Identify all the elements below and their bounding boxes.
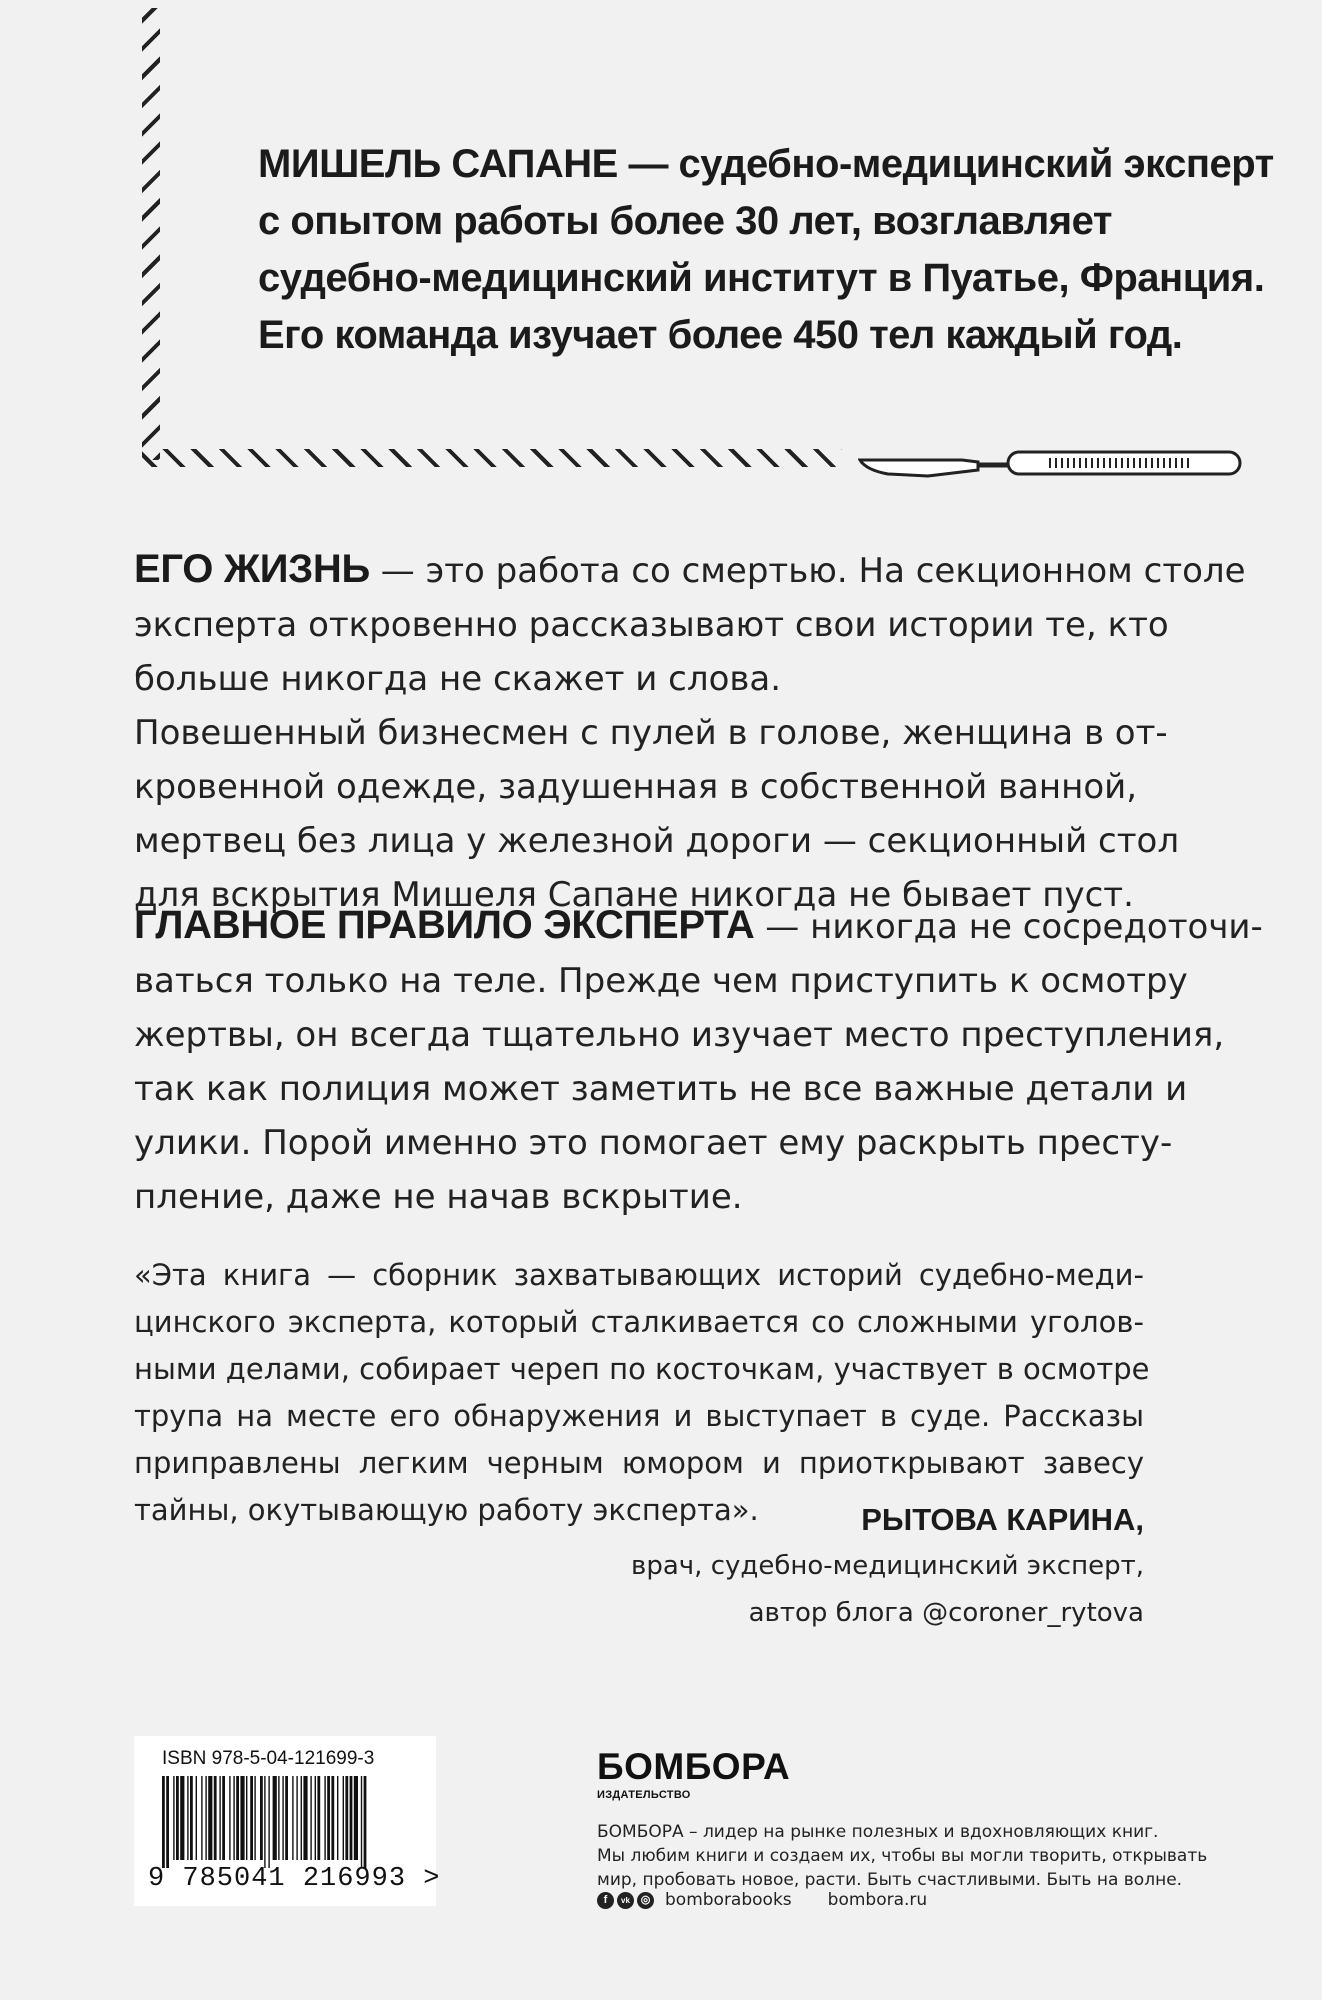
section-line: улики. Порой именно это помогает ему раскрыть престу- — [134, 1123, 1173, 1163]
barcode-bar — [292, 1776, 293, 1860]
barcode-bar — [268, 1776, 269, 1868]
section-line: так как полиция может заметить не все важные детали и — [134, 1069, 1188, 1109]
barcode-bar — [343, 1776, 344, 1860]
barcode-bar — [350, 1776, 353, 1860]
section-line: кровенной одежде, задушенная в собственной ванной, — [134, 767, 1138, 807]
publisher-website[interactable]: bombora.ru — [827, 1890, 928, 1910]
barcode-bar — [345, 1776, 348, 1860]
barcode-bar — [327, 1776, 330, 1860]
publisher-subtitle: ИЗДАТЕЛЬСТВО — [597, 1789, 691, 1801]
intro-line: судебно-медицинский институт в Пуатье, Франция. — [258, 256, 1265, 300]
author-role-line: автор блога @coroner_rytova — [748, 1598, 1144, 1628]
section-heading: ГЛАВНОЕ ПРАВИЛО ЭКСПЕРТА — [134, 903, 755, 947]
author-intro — [258, 136, 1274, 364]
publisher-description — [597, 1820, 1207, 1892]
section-line: эксперта откровенно рассказывают свои истории те, кто — [134, 605, 1169, 645]
section-heading-rest: — это работа со смертью. На секционном столе — [380, 551, 1246, 591]
barcode-bar — [196, 1776, 197, 1860]
barcode-bar — [233, 1776, 234, 1860]
dashed-frame-left — [142, 8, 160, 460]
barcode-bar — [278, 1776, 279, 1860]
barcode-digits — [148, 1864, 440, 1894]
barcode-bar — [317, 1776, 320, 1860]
barcode-bar — [208, 1776, 212, 1860]
barcode-bar — [240, 1776, 244, 1860]
barcode-bar — [282, 1776, 283, 1860]
barcode-bar — [176, 1776, 179, 1860]
barcode-bar — [296, 1776, 297, 1860]
barcode-bar — [264, 1776, 265, 1868]
barcode-bar — [180, 1776, 184, 1860]
publisher-socials — [597, 1888, 927, 1912]
isbn-number: ISBN 978-5-04-121699-3 — [162, 1748, 375, 1769]
section-first-line — [134, 542, 1246, 598]
publisher-description-line: БОМБОРА – лидер на рынке полезных и вдохновляющих книг. — [597, 1822, 1159, 1842]
quote-line: цинского эксперта, который сталкивается со сложными уголов- — [134, 1305, 1144, 1339]
barcode-bar — [310, 1776, 311, 1860]
intro-line: Его команда изучает более 450 тел каждый год. — [258, 313, 1183, 357]
section-line: мертвец без лица у железной дороги — секционный стол — [134, 821, 1180, 861]
social-handle[interactable]: bomborabooks — [665, 1890, 792, 1910]
barcode-bar — [250, 1776, 253, 1860]
barcode-bar — [354, 1776, 358, 1860]
barcode-bar — [324, 1776, 325, 1860]
barcode-bar — [201, 1776, 202, 1860]
barcode-bar — [236, 1776, 239, 1860]
section-line: ваться только на теле. Прежде чем приступить к осмотру — [134, 961, 1188, 1001]
barcode-bar — [303, 1776, 307, 1860]
section-line: для вскрытия Мишеля Сапане никогда не бывает пуст. — [134, 875, 1134, 915]
quote-line: ными делами, собирает череп по косточкам, участвует в осмотре — [134, 1352, 1150, 1386]
barcode-digit-end: > — [423, 1864, 441, 1894]
section-heading-rest: — никогда не сосредоточи- — [765, 907, 1263, 947]
section-his-life — [134, 542, 1246, 922]
dashed-frame-bottom — [142, 449, 842, 467]
barcode-bar — [301, 1776, 302, 1860]
publisher-logo: БОМБОРА — [597, 1746, 791, 1787]
barcode-bar — [190, 1776, 193, 1860]
barcode-bar — [337, 1776, 338, 1860]
publisher-description-line: мир, пробовать новое, расти. Быть счастливыми. Быть на волне. — [597, 1870, 1183, 1890]
barcode-digit-first: 9 — [148, 1864, 166, 1894]
barcode-bar — [364, 1776, 367, 1868]
vk-icon[interactable]: vk — [617, 1892, 634, 1909]
section-line: пление, даже не начав вскрытие. — [134, 1177, 743, 1217]
quote-author-role — [631, 1543, 1144, 1637]
intro-line: МИШЕЛЬ САПАНЕ — судебно-медицинский эксперт — [258, 142, 1274, 186]
barcode-bar — [254, 1776, 255, 1860]
barcode-bar — [260, 1776, 263, 1860]
barcode-bar — [173, 1776, 174, 1860]
barcode-digit-group: 785041 — [182, 1864, 286, 1894]
barcode-bar — [187, 1776, 188, 1860]
instagram-icon[interactable]: ◎ — [637, 1892, 654, 1909]
intro-line: с опытом работы более 30 лет, возглавляет — [258, 199, 1112, 243]
section-heading: ЕГО ЖИЗНЬ — [134, 547, 370, 591]
quote-line: «Эта книга — сборник захватывающих историй судебно-меди- — [134, 1258, 1144, 1292]
barcode-bar — [166, 1776, 169, 1868]
barcode-digit-group: 216993 — [302, 1864, 407, 1894]
section-main-rule — [134, 898, 1263, 1224]
quote-line: приправлены легким черным юмором и приоткрывают завесу — [134, 1446, 1144, 1480]
section-line: Повешенный бизнесмен с пулей в голове, женщина в от- — [134, 713, 1168, 753]
barcode-bar — [214, 1776, 217, 1860]
quote-line: трупа на месте его обнаружения и выступает в суде. Рассказы — [134, 1399, 1144, 1433]
barcode-bar — [361, 1776, 362, 1868]
barcode-bar — [285, 1776, 288, 1860]
barcode-bar — [273, 1776, 277, 1860]
publisher-description-line: Мы любим книги и создаем их, чтобы вы могли творить, открывать — [597, 1846, 1208, 1866]
barcode-bar — [205, 1776, 206, 1860]
scalpel-icon — [858, 448, 1248, 478]
barcode-bar — [229, 1776, 230, 1860]
section-first-line — [134, 898, 1263, 954]
barcode-bar — [315, 1776, 316, 1860]
barcode-bar — [246, 1776, 247, 1860]
section-line: больше никогда не скажет и слова. — [134, 659, 782, 699]
review-quote — [134, 1252, 1150, 1534]
quote-author: РЫТОВА КАРИНА, — [861, 1502, 1144, 1537]
barcode-bar — [219, 1776, 220, 1860]
quote-line: тайны, окутывающую работу эксперта». — [134, 1493, 759, 1527]
isbn-barcode — [134, 1736, 441, 1906]
barcode-bar — [162, 1776, 165, 1868]
author-role-line: врач, судебно-медицинский эксперт, — [631, 1551, 1144, 1581]
facebook-icon[interactable]: f — [597, 1892, 614, 1909]
barcode-bar — [222, 1776, 225, 1860]
barcode-bar — [331, 1776, 334, 1860]
section-line: жертвы, он всегда тщательно изучает место преступления, — [134, 1015, 1225, 1055]
